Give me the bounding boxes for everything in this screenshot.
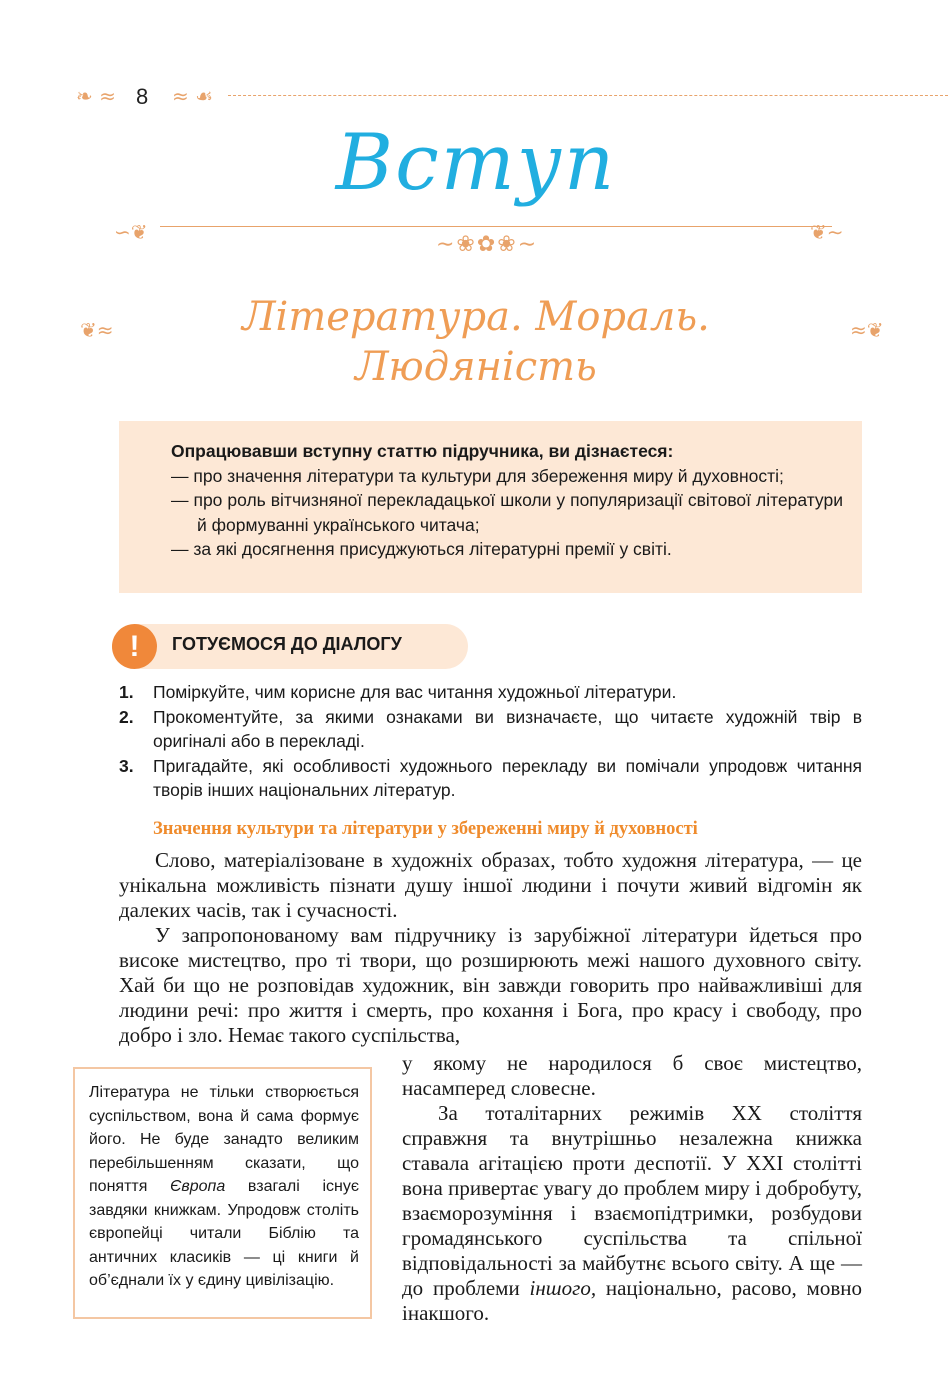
- sidebar-note-text: [89, 1081, 359, 1293]
- paragraph-text: національно, расово, мовно інакшого.: [402, 1276, 862, 1325]
- goal-item: — про значення літератури та культури для збереження миру й духовності;: [171, 465, 784, 486]
- note-text: взагалі існує завдяки книжкам. Упродовж століть європейці читали Біблію та античних класиків — ці книги й об’єднали їх у єдину цивілізацію.: [89, 1178, 360, 1289]
- lesson-title-line-2: Людяність: [355, 344, 597, 390]
- question-item: [119, 754, 862, 803]
- page-number: 8: [136, 84, 149, 109]
- paragraph-text: За тоталітарних режимів XX століття справжня та внутрішньо незалежна книжка ставала агітацією проти деспотії. У XXI столітті вона привертає увагу до проблем миру і добробуту, взаєморозуміння і взаємопідтримки, розбудови громадянського суспільства та спільної відповідальності за майбутнє всього світу. А ще — до проблеми: [402, 1101, 862, 1300]
- question-text: Поміркуйте, чим корисне для вас читання художньої літератури.: [153, 682, 677, 702]
- emphasis-text: іншого,: [529, 1276, 597, 1300]
- scroll-ornament-icon: ❦∼: [810, 220, 844, 244]
- goal-item: — за які досягнення присуджуються літературні премії у світі.: [171, 539, 672, 559]
- question-text: Пригадайте, які особливості художнього перекладу ви помічали упродовж читання творів інших національних літератур.: [153, 755, 862, 800]
- right-swirl-icon: ≈❦: [850, 318, 884, 342]
- question-number: 1.: [119, 682, 134, 702]
- right-ornament-icon: ≈ ☙: [172, 84, 214, 108]
- paragraph: У запропонованому вам підручнику із зарубіжної літератури йдеться про високе мистецтво, про ті твори, що розширюють межі нашого духовного світу. Хай би що не розповідав художник, він завжди говорить про найважливіші для людини речі: про життя і смерть, про кохання і Бога, про красу і свободу, про добро і зло. Немає такого суспільства,: [119, 923, 862, 1047]
- goals-heading: Опрацювавши вступну статтю підручника, ви дізнаєтеся:: [171, 441, 674, 461]
- question-list: [119, 680, 862, 803]
- question-number: 3.: [119, 755, 134, 776]
- exclamation-icon: !: [112, 624, 157, 669]
- chapter-title: Вступ: [335, 118, 617, 208]
- header-rule: [228, 95, 948, 96]
- question-number: 2.: [119, 706, 134, 727]
- question-item: [119, 680, 862, 705]
- question-text: Прокоментуйте, за якими ознаками ви визначаєте, що читаєте художній твір в оригіналі або в перекладі.: [153, 706, 862, 751]
- lesson-title: [180, 292, 772, 392]
- left-ornament-icon: ❧ ≈: [76, 84, 116, 108]
- lesson-title-line-1: Література. Мораль.: [242, 294, 710, 340]
- goal-item: — про роль вітчизняної перекладацької школи у популяризації світової літератури й формуванні українського читача;: [171, 490, 843, 535]
- question-item: [119, 705, 862, 754]
- note-text: Література не тільки створюється суспільством, вона й сама формує його. Не буде занадто великим перебільшенням сказати, що поняття: [89, 1084, 359, 1195]
- title-rule: [160, 226, 832, 227]
- paragraph: [402, 1101, 862, 1326]
- section-heading: Значення культури та літератури у збереженні миру й духовності: [153, 819, 698, 839]
- body-text-column: [402, 1051, 862, 1326]
- scroll-ornament-icon: ∽❦: [114, 220, 148, 244]
- body-text-full: [119, 848, 862, 1048]
- paragraph: Слово, матеріалізоване в художніх образах, тобто художня література, — це унікальна можливість пізнати душу іншої людини і почути живий відгомін як далеких часів, так і сучасності.: [119, 848, 862, 922]
- paragraph-continuation: у якому не народилося б своє мистецтво, насамперед словесне.: [402, 1051, 862, 1100]
- sidebar-note: [73, 1067, 372, 1319]
- left-swirl-icon: ❦≈: [80, 318, 114, 342]
- dialog-heading: ГОТУЄМОСЯ ДО ДІАЛОГУ: [172, 634, 402, 654]
- note-emphasis: Європа: [170, 1178, 226, 1195]
- learning-goals-box: [119, 421, 862, 593]
- center-flourish-icon: ∼❀✿❀∼: [436, 232, 539, 257]
